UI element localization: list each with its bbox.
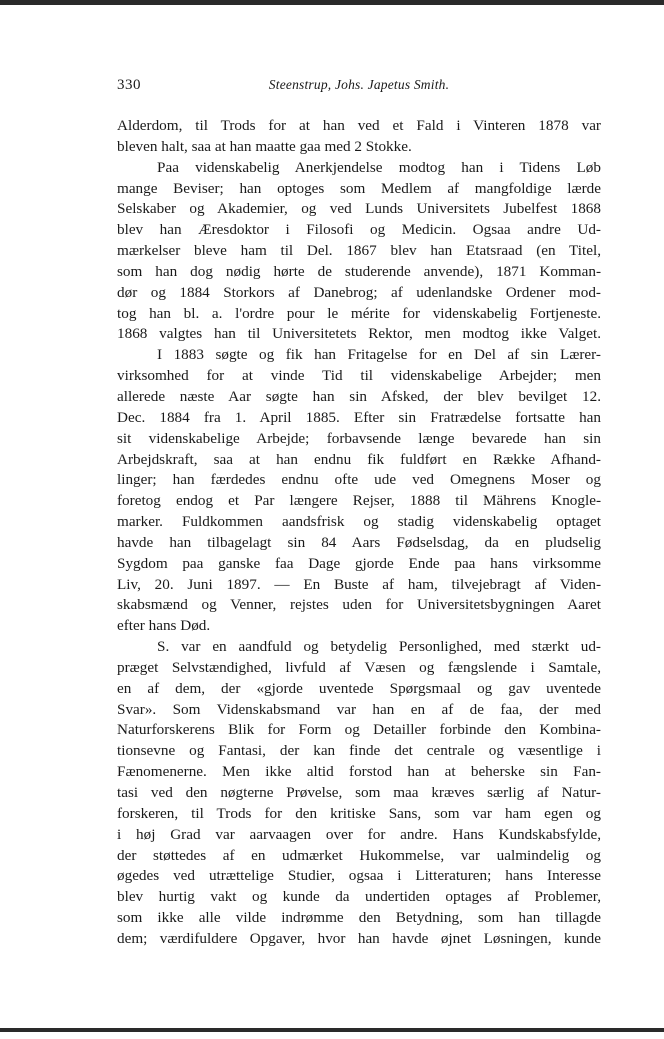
text-line: havde han tilbagelagt sin 84 Aars Fødselsdag, da en pludselig bbox=[117, 533, 601, 551]
text-line: bleven halt, saa at han maatte gaa med 2 Stokke. bbox=[117, 137, 412, 155]
text-line: Liv, 20. Juni 1897. — En Buste af ham, tilvejebragt af Viden- bbox=[117, 575, 601, 593]
running-head: Steenstrup, Johs. Japetus Smith. bbox=[268, 77, 450, 92]
text-line: Sygdom paa ganske faa Dage gjorde Ende paa hans virksomme bbox=[117, 554, 601, 572]
text-line: Paa videnskabelig Anerkjendelse modtog han i Tidens Løb bbox=[157, 158, 601, 176]
text-line: sit videnskabelige Arbejde; forbavsende længe bevarede han sin bbox=[117, 429, 601, 447]
text-line: marker. Fuldkommen aandsfrisk og stadig videnskabelig optaget bbox=[117, 513, 601, 531]
text-line: Fænomenerne. Men ikke altid forstod han at beherske sin Fan- bbox=[117, 763, 601, 781]
page-header bbox=[117, 77, 601, 97]
top-page-rule bbox=[0, 0, 664, 5]
text-line: tionsevne og Fantasi, der kan finde det centrale og væsentlige i bbox=[117, 742, 601, 760]
text-line: dem; værdifuldere Opgaver, hvor han havde øjnet Løsningen, kunde bbox=[117, 929, 601, 947]
text-line: øgedes ved utrættelige Studier, ogsaa i Litteraturen; hans Interesse bbox=[117, 867, 601, 885]
text-line: der støttedes af en udmærket Hukommelse, var ualmindelig og bbox=[117, 846, 601, 864]
text-line: Svar». Som Videnskabsmand var han en af de faa, der med bbox=[117, 700, 601, 718]
text-line: som ikke alle vilde indrømme den Betydning, som han tillagde bbox=[117, 909, 601, 927]
text-line: tasi ved den nøgterne Prøvelse, som maa kræves særlig af Natur- bbox=[117, 784, 601, 801]
text-line: S. var en aandfuld og betydelig Personlighed, med stærkt ud- bbox=[157, 638, 601, 656]
text-line: som han dog nødig hørte de studerende anvende), 1871 Komman- bbox=[117, 262, 601, 280]
text-line: tog han bl. a. l'ordre pour le mérite for videnskabelig Fortjeneste. bbox=[117, 304, 601, 322]
text-line: skabsmænd og Venner, rejstes uden for Universitetsbygningen Aaret bbox=[117, 596, 601, 614]
page-number: 330 bbox=[117, 77, 141, 93]
text-line: Selskaber og Akademier, og ved Lunds Universitets Jubelfest 1868 bbox=[117, 200, 601, 218]
text-line: linger; han færdedes endnu ofte ude ved Omegnens Moser og bbox=[117, 471, 601, 489]
text-line: efter hans Død. bbox=[117, 617, 211, 635]
text-line: blev han Æresdoktor i Filosofi og Medicin. Ogsaa andre Ud- bbox=[117, 221, 601, 239]
text-line: foretog endog et Par længere Rejser, 1888 til Mährens Knogle- bbox=[117, 492, 601, 510]
text-line: Arbejdskraft, saa at han endnu fik fuldført en Række Afhand- bbox=[117, 450, 601, 468]
text-line: Naturforskerens Blik for Form og Detailler forbinde den Kombina- bbox=[117, 721, 601, 739]
text-line: en af dem, der «gjorde uventede Spørgsmaal og gav uventede bbox=[117, 679, 601, 697]
bottom-page-rule bbox=[0, 1028, 664, 1032]
text-line: dør og 1884 Storkors af Danebrog; af udenlandske Ordener mod- bbox=[117, 283, 601, 301]
text-line: præget Selvstændighed, livfuld af Væsen og fængslende i Samtale, bbox=[117, 658, 601, 676]
text-line: mange Beviser; han optoges som Medlem af mangfoldige lærde bbox=[117, 179, 601, 197]
text-line: 1868 valgtes han til Universitetets Rektor, men modtog ikke Valget. bbox=[117, 325, 601, 343]
text-line: mærkelser bleve ham til Del. 1867 blev han Etatsraad (en Titel, bbox=[117, 242, 601, 260]
text-line: blev hurtig vakt og kunde da undertiden optages af Problemer, bbox=[117, 888, 601, 906]
text-line: Dec. 1884 fra 1. April 1885. Efter sin Fratrædelse fortsatte han bbox=[117, 408, 601, 426]
text-line: Alderdom, til Trods for at han ved et Fald i Vinteren 1878 var bbox=[117, 117, 601, 134]
text-line: forskeren, til Trods for den kritiske Sans, som var ham egen og bbox=[117, 804, 601, 822]
text-line: i høj Grad var aarvaagen over for andre. Hans Kundskabsfylde, bbox=[117, 825, 601, 843]
text-line: allerede næste Aar søgte han sin Afsked, der blev bevilget 12. bbox=[117, 387, 601, 405]
body-text bbox=[117, 116, 601, 950]
text-line: I 1883 søgte og fik han Fritagelse for en Del af sin Lærer- bbox=[157, 346, 601, 364]
text-line: virksomhed for at vinde Tid til videnskabelige Arbejder; men bbox=[117, 367, 601, 385]
